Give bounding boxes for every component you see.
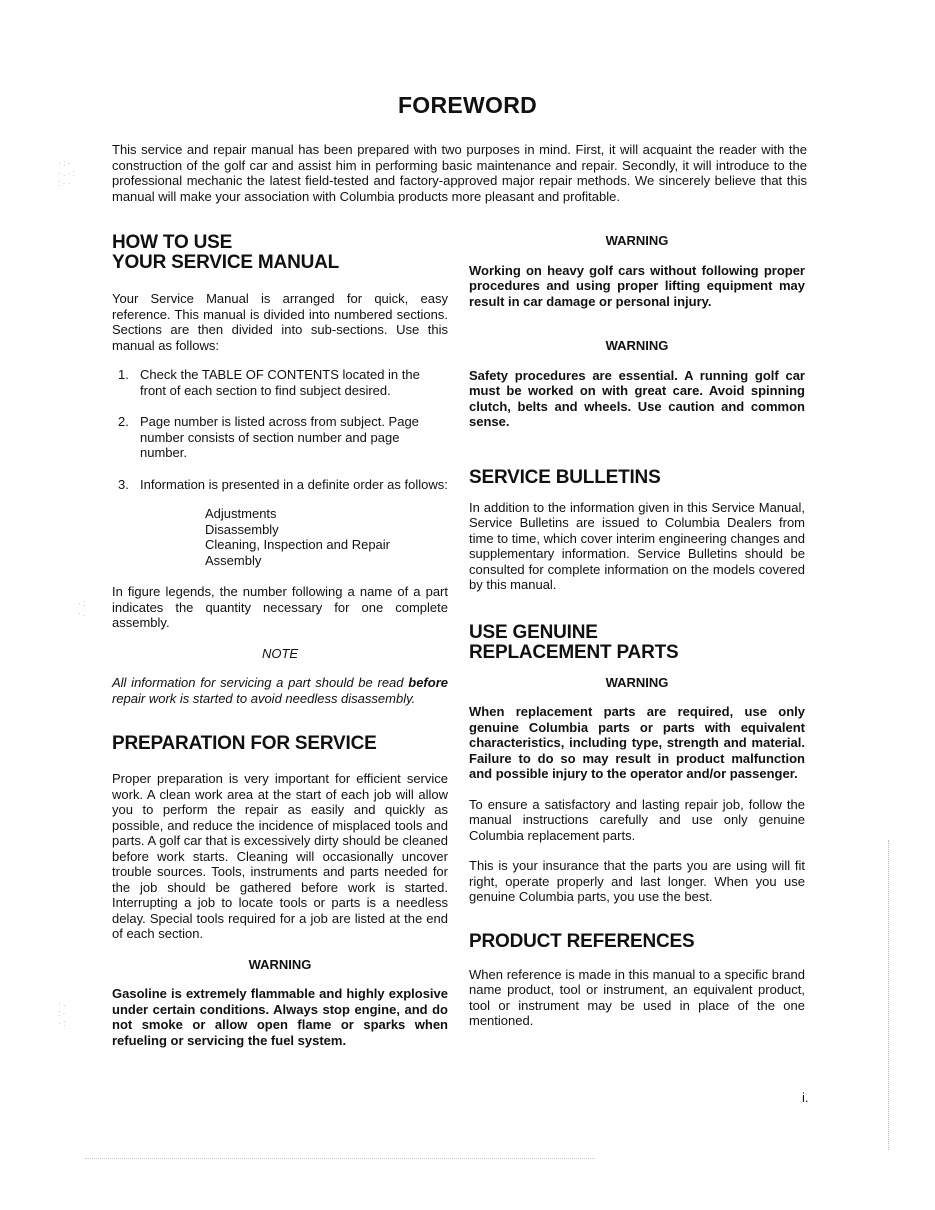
service-bulletins-paragraph: In addition to the information given in this Service Manual, Service Bulletins are issued to Columbia Dealers from time to time, which cover interim engineering changes and supplementary information. Service Bulletins should be consulted for complete information on the models covered by this manual. — [469, 499, 805, 592]
step-text: Information is presented in a definite order as follows: — [140, 476, 448, 492]
step-item — [112, 367, 448, 398]
note-text — [112, 675, 448, 706]
how-to-use-heading — [112, 233, 448, 273]
step-text: Page number is listed across from subject. Page number consists of section number and page number. — [140, 414, 419, 460]
left-column — [112, 233, 448, 1048]
order-item: Cleaning, Inspection and Repair — [205, 537, 391, 552]
order-item: Adjustments — [205, 506, 277, 521]
step-number: 2. — [118, 414, 129, 429]
order-item: Disassembly — [205, 521, 279, 537]
preparation-heading: PREPARATION FOR SERVICE — [112, 733, 377, 754]
step-item — [112, 414, 448, 461]
genuine-parts-heading — [469, 623, 805, 663]
step-number: 1. — [118, 367, 129, 382]
note-text-part: repair work is started to avoid needless disassembly. — [112, 690, 416, 706]
preparation-warning-text: Gasoline is extremely flammable and highly explosive under certain conditions. Always stop engine, and do not smoke or allow open flame or sparks when refueling or servicing the fuel system. — [112, 986, 448, 1048]
order-item: Assembly — [205, 552, 262, 568]
legend-paragraph: In figure legends, the number following a name of a part indicates the quantity necessary for one complete assembly. — [112, 584, 448, 630]
genuine-parts-paragraph-1: To ensure a satisfactory and lasting repair job, follow the manual instructions carefully and use only genuine Columbia replacement parts. — [469, 796, 805, 843]
lifting-warning-text: Working on heavy golf cars without following proper procedures and using proper lifting equipment may result in car damage or personal injury. — [469, 262, 805, 309]
scan-speckle: ·. :· ·: — [58, 998, 68, 1028]
how-to-use-steps — [112, 367, 448, 492]
genuine-parts-heading-line2: REPLACEMENT PARTS — [469, 641, 679, 663]
page-number: i. — [802, 1090, 809, 1105]
scan-edge-line — [888, 840, 890, 1150]
genuine-parts-paragraph-2: This is your insurance that the parts you are using will fit right, operate properly and last longer. When you use genuine Columbia parts, you use the best. — [469, 858, 805, 904]
how-to-use-paragraph: Your Service Manual is arranged for quick, easy reference. This manual is divided into numbered sections. Sections are then divided into sub-sections. Use this manual as follows: — [112, 291, 448, 353]
note-text-emphasis: before — [408, 675, 448, 690]
preparation-warning-heading: WARNING — [248, 956, 312, 972]
preparation-paragraph: Proper preparation is very important for efficient service work. A clean work area at the start of each job will allow you to perform the repair as easily and quickly as possible, and reduce the incidence of misplaced tools and parts. A golf car that is excessively dirty should be cleaned before work starts. Cleaning will occasionally uncover trouble sources. Tools, instruments and parts needed for the job should be gathered before work is started. Interrupting a job to locate tools or parts is a needless delay. Special tools required for a job are listed at the end of each section. — [112, 771, 448, 941]
note-text-part: All information for servicing a part should be read — [112, 675, 409, 690]
product-references-paragraph: When reference is made in this manual to a specific brand name product, tool or instrument, an equivalent product, tool or instrument may be used in place of the one mentioned. — [469, 966, 805, 1028]
safety-warning-text: Safety procedures are essential. A running golf car must be worked on with great care. Avoid spinning clutch, belts and wheels. Use caution and common sense. — [469, 367, 805, 429]
page-title: FOREWORD — [397, 92, 538, 118]
how-to-use-heading-line1: HOW TO USE — [112, 232, 233, 253]
how-to-use-heading-line2: YOUR SERVICE MANUAL — [112, 252, 340, 273]
safety-warning-heading: WARNING — [605, 338, 669, 353]
step-item — [112, 477, 448, 493]
scan-edge-line — [85, 1158, 595, 1160]
step-text: Check the TABLE OF CONTENTS located in the front of each section to find subject desired. — [140, 367, 420, 398]
step-number: 3. — [118, 476, 129, 492]
genuine-parts-warning-heading: WARNING — [605, 674, 669, 690]
scan-speckle: ·:· ·.·: :·· — [58, 158, 77, 188]
intro-paragraph: This service and repair manual has been prepared with two purposes in mind. First, it will acquaint the reader with the construction of the golf car and assist him in performing basic maintenance and repair. Secondly, it will introduce to the professional mechanic the latest field-tested and factory-approved major repair methods. We sincerely believe that this manual will make your association with Columbia products more pleasant and profitable. — [112, 142, 807, 204]
note-heading: NOTE — [261, 645, 299, 661]
service-bulletins-heading: SERVICE BULLETINS — [469, 466, 661, 488]
genuine-parts-warning-text: When replacement parts are required, use only genuine Columbia parts or parts with equivalent characteristics, including type, strength and material. Failure to do so may result in product malfunction and possible injury to the operator and/or passenger. — [469, 704, 805, 781]
order-list — [112, 506, 448, 568]
lifting-warning-heading: WARNING — [605, 233, 669, 248]
right-column — [469, 233, 805, 1029]
product-references-heading: PRODUCT REFERENCES — [469, 930, 695, 952]
genuine-parts-heading-line1: USE GENUINE — [469, 621, 598, 643]
scan-speckle: ·: ·. — [78, 598, 88, 618]
